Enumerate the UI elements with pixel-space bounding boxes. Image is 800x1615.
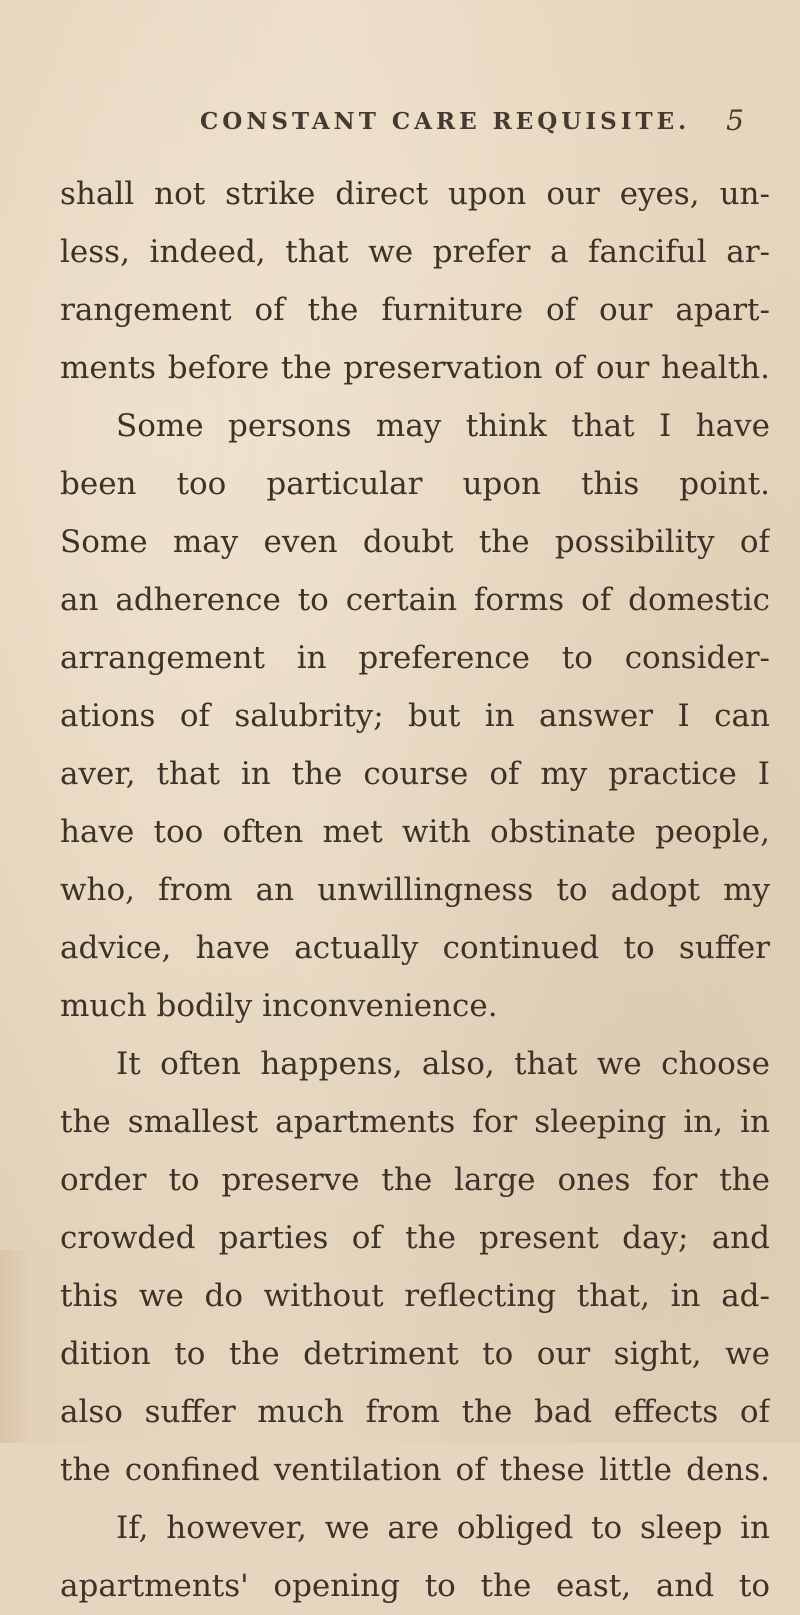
paragraph-start-line: Some persons may think that I have	[116, 408, 770, 444]
page-number: 5	[726, 104, 744, 137]
running-head-title: CONSTANT CARE REQUISITE.	[200, 108, 691, 135]
text-line: order to preserve the large ones for the	[60, 1162, 770, 1198]
text-line: crowded parties of the present day; and	[60, 1220, 770, 1256]
text-line: rangement of the furniture of our apart-	[60, 292, 770, 328]
text-line: who, from an unwillingness to adopt my	[60, 872, 770, 908]
body-text	[60, 165, 770, 1615]
text-line: shall not strike direct upon our eyes, un-	[60, 176, 770, 212]
paragraph-end-line: the confined ventilation of these little dens.	[60, 1452, 770, 1488]
text-line: this we do without reflecting that, in ad-	[60, 1278, 770, 1314]
text-line: arrangement in preference to consider-	[60, 640, 770, 676]
text-line: been too particular upon this point.	[60, 466, 770, 502]
running-head	[200, 104, 744, 148]
paragraph-end-line: much bodily inconvenience.	[60, 988, 498, 1024]
text-line: ations of salubrity; but in answer I can	[60, 698, 770, 734]
page-edge-shadow	[0, 1250, 30, 1443]
paragraph-start-line: If, however, we are obliged to sleep in	[116, 1510, 770, 1546]
paragraph-start-line: It often happens, also, that we choose	[116, 1046, 770, 1082]
text-line: aver, that in the course of my practice I	[60, 756, 770, 792]
text-line: have too often met with obstinate people,	[60, 814, 770, 850]
text-line: the smallest apartments for sleeping in, in	[60, 1104, 770, 1140]
text-line: dition to the detriment to our sight, we	[60, 1336, 770, 1372]
text-line: Some may even doubt the possibility of	[60, 524, 770, 560]
text-line: an adherence to certain forms of domestic	[60, 582, 770, 618]
text-line: ments before the preservation of our health.	[60, 350, 770, 386]
text-line: advice, have actually continued to suffer	[60, 930, 770, 966]
text-line: also suffer much from the bad effects of	[60, 1394, 770, 1430]
text-line: apartments' opening to the east, and to	[60, 1568, 770, 1604]
text-line: less, indeed, that we prefer a fanciful ar-	[60, 234, 770, 270]
